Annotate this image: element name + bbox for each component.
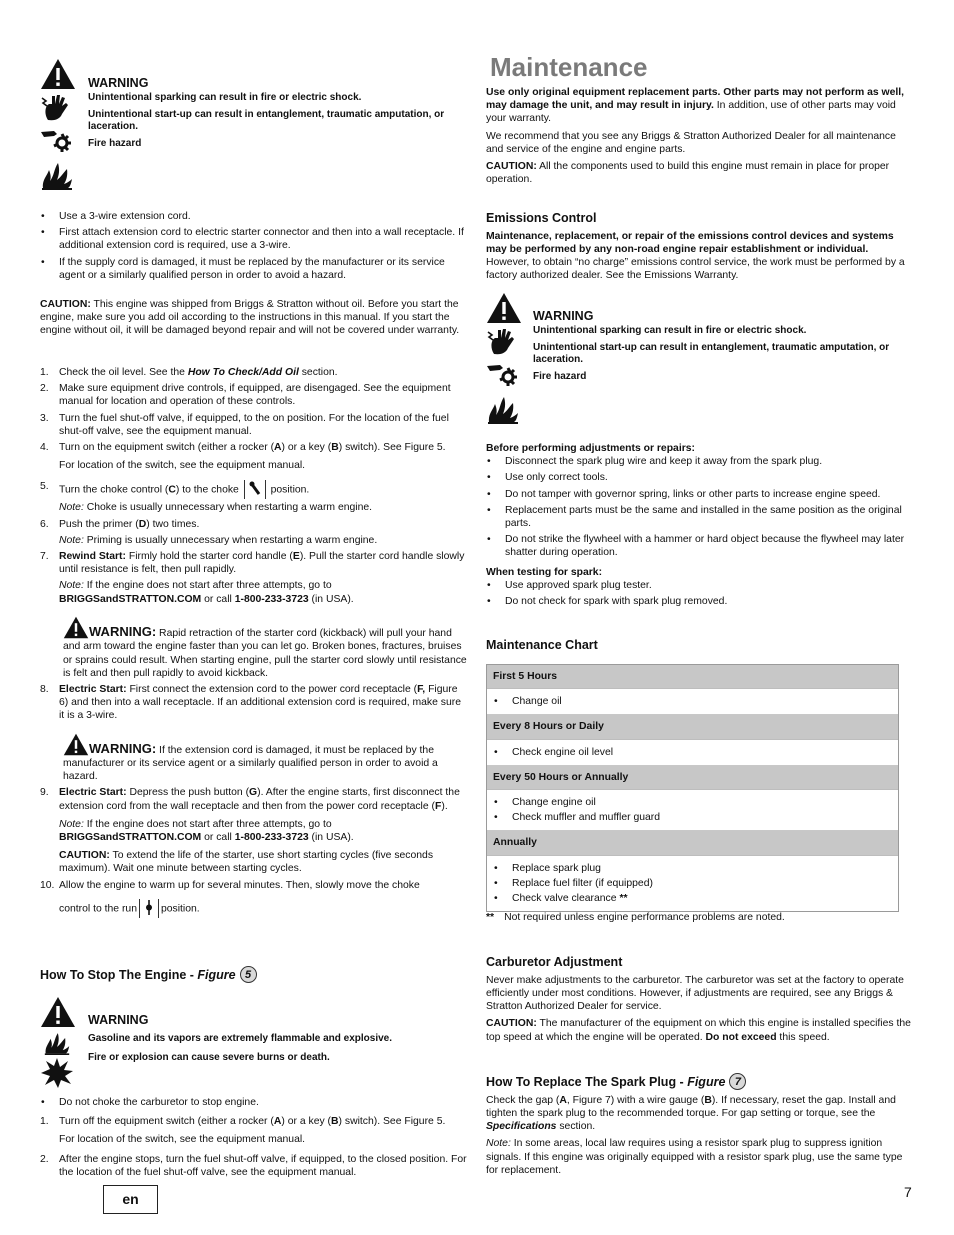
- kickback-warning: WARNING: Rapid retraction of the starter cord (kickback) will pull your hand and arm toward the engine faster than you can let go. Broken bones, fractures, bruises or sprains could result. When starting engine, pull the starter cord slowly until resistance is felt and then pull rapidly to avoid kickback.: [63, 616, 468, 680]
- stop-engine-heading: How To Stop The Engine - Figure 5: [40, 966, 468, 984]
- step-4: 4. Turn on the equipment switch (either a rocker (A) or a key (B) switch). See Figure 5. For location of the switch, see the equipment manual.: [40, 442, 446, 472]
- maintenance-chart-heading: Maintenance Chart: [486, 638, 598, 652]
- alert-triangle-icon: [486, 292, 522, 324]
- warning-line: Unintentional sparking can result in fire or electric shock.: [88, 91, 362, 103]
- chart-section-header: Every 8 Hours or Daily: [487, 715, 898, 739]
- warning-line: Fire hazard: [533, 370, 587, 382]
- extension-cord-warning: WARNING: If the extension cord is damaged, it must be replaced by the manufacturer or its service agent or a similarly qualified person in order to avoid a hazard.: [63, 733, 468, 784]
- step-5: 5. Turn the choke control (C) to the choke position. Note: Choke is usually unnecessary when restarting a warm engine.: [40, 481, 373, 514]
- caution-text: This engine was shipped from Briggs & Stratton without oil. Before you start the engine, make sure you add oil according to the instructions in this manual. If you start the engine without oil, it will be damaged beyond repair and will not be covered under warranty.: [40, 299, 460, 337]
- warning-block-2: [533, 309, 915, 388]
- alert-triangle-icon: [63, 733, 89, 756]
- electric-shock-hand-icon: [486, 326, 520, 356]
- step-9: 9. Electric Start: Depress the push button (G). After the engine starts, first disconnect the extension cord from the wall receptacle and then from the power cord receptacle (F). Note: If the engine does not start after three attempts, go to BRIGGSandSTRATTON.COM or call 1-800-233-3723 (in USA). CAUTION: To extend the life of the starter, use short starting cycles (five seconds maximum). Wait one minute between starting cycles.: [40, 787, 460, 875]
- warning-line: Unintentional sparking can result in fire or electric shock.: [533, 324, 807, 336]
- warning-line: Gasoline and its vapors are extremely flammable and explosive.: [88, 1032, 393, 1044]
- alert-triangle-icon: [63, 616, 89, 639]
- carburetor-section: Carburetor Adjustment Never make adjustments to the carburetor. The carburetor was set at the factory to operate efficiently under most conditions. However, if adjustments are required, see any Briggs & Stratton Authorized Dealer for service. CAUTION: The manufacturer of the equipment on which this engine is installed specifies the top speed at which the engine will be operated. Do not exceed this speed.: [486, 955, 914, 1044]
- choke-symbol-icon: [244, 480, 266, 499]
- list-item: • Do not tamper with governor spring, links or other parts to increase engine speed.: [486, 488, 914, 501]
- oil-section-reference: How To Check/Add Oil: [187, 367, 299, 378]
- emissions-section: Emissions Control Maintenance, replacement, or repair of the emissions control devices and systems may be performed by any non-road engine repair establishment or individual. However, to obtain “no charge” emissions control service, the work must be performed by a factory authorized dealer. See the Emissions Warranty.: [486, 211, 914, 283]
- list-item: • Change engine oil: [493, 796, 892, 809]
- warning-title: WARNING: [88, 1013, 149, 1027]
- list-item: • Check muffler and muffler guard: [493, 811, 892, 824]
- warning-icons-1: [40, 58, 80, 190]
- warning-title: WARNING: [533, 309, 594, 323]
- double-star-mark: **: [619, 893, 628, 905]
- entanglement-hazard-icon: [40, 124, 76, 156]
- fire-hazard-icon: [486, 392, 520, 424]
- list-item: • Replacement parts must be the same and installed in the same position as the original parts.: [486, 504, 914, 530]
- step-7: 7. Rewind Start: Firmly hold the starter cord handle (E). Pull the starter cord handle slowly until resistance is felt, then pull rapidly. Note: If the engine does not start after three attempts, go to BRIGGSandSTRATTON.COM or call 1-800-233-3723 (in USA). WARNING: Rapid retraction of the starter cord (kickback) will pull your hand and arm toward the engine faster than you can let go. Broken bones, fractures, bruises or sprains could result. When starting engine, pull the starter cord slowly until resistance is felt and then pull rapidly to avoid kickback.: [40, 551, 467, 679]
- stop-steps: [40, 1096, 468, 1182]
- stop-step-2: 2. After the engine stops, turn the fuel shut-off valve, if equipped, to the closed position. For the location of the fuel shut-off valve, see the equipment manual.: [40, 1153, 467, 1178]
- list-item: • Check engine oil level: [493, 746, 892, 759]
- list-item: • Disconnect the spark plug wire and keep it away from the spark plug.: [486, 455, 914, 468]
- list-item: • Change oil: [493, 695, 892, 708]
- chart-section-header: First 5 Hours: [487, 665, 898, 689]
- carburetor-heading: Carburetor Adjustment: [486, 955, 623, 969]
- extension-cord-list: [40, 210, 468, 285]
- electric-shock-hand-icon: [40, 92, 74, 122]
- list-item: • Replace spark plug: [493, 862, 892, 875]
- step-6: 6. Push the primer (D) two times. Note: Priming is usually unnecessary when restarting a warm engine.: [40, 518, 378, 546]
- entanglement-hazard-icon: [486, 358, 522, 390]
- step-3: 3. Turn the fuel shut-off valve, if equipped, to the on position. For the location of the fuel shut-off valve, see the equipment manual.: [40, 412, 449, 437]
- step-8: 8. Electric Start: First connect the extension cord to the power cord receptacle (F, Figure 6) and then into a wall receptacle. If an additional extension cord is required, make sure it is a 3-wire. WARNING: If the extension cord is damaged, it must be replaced by the manufacturer or its service agent or a similarly qualified person in order to avoid a hazard.: [40, 683, 468, 784]
- list-item: • First attach extension cord to electric starter connector and then into a wall receptacle. If additional extension cord is required, use a 3-wire.: [40, 226, 468, 252]
- fire-hazard-icon: [40, 158, 74, 190]
- chart-footnote: ** Not required unless engine performance problems are noted.: [486, 912, 785, 923]
- step-10: 10. Allow the engine to warm up for several minutes. Then, slowly move the choke control to the run position.: [40, 879, 468, 918]
- emissions-heading: Emissions Control: [486, 211, 597, 225]
- stop-step-1: 1. Turn off the equipment switch (either a rocker (A) or a key (B) switch). See Figure 5. For location of the switch, see the equipment manual.: [40, 1116, 446, 1146]
- stop-warning-block: [88, 1013, 468, 1068]
- chart-section-header: Annually: [487, 831, 898, 855]
- warning-icons-2: [486, 292, 526, 424]
- explosion-hazard-icon: [40, 1057, 74, 1089]
- maintenance-chart: [486, 664, 899, 912]
- list-item: • If the supply cord is damaged, it must be replaced by the manufacturer or its service agent or a similarly qualified person in order to avoid a hazard.: [40, 256, 468, 282]
- alert-triangle-icon: [40, 996, 76, 1028]
- warning-block-1: [88, 76, 468, 155]
- list-item: • Use approved spark plug tester.: [486, 579, 914, 592]
- maintenance-intro: Use only original equipment replacement parts. Other parts may not perform as well, may damage the unit, and may result in injury. In addition, use of other parts may void your warranty. We recommend that you see any Briggs & Stratton Authorized Dealer for all maintenance and service of the engine and engine parts. CAUTION: All the components used to build this engine must remain in place for proper operation.: [486, 87, 905, 186]
- step-2: 2. Make sure equipment drive controls, if equipped, are disengaged. See the equipment manual for location and operation of these controls.: [40, 383, 451, 408]
- list-item: • Do not strike the flywheel with a hammer or hard object because the flywheel may later shatter during operation.: [486, 533, 914, 559]
- oil-caution: [40, 298, 468, 338]
- list-item: • Do not choke the carburetor to stop engine.: [40, 1096, 468, 1109]
- figure-5-badge: 5: [240, 966, 257, 983]
- warning-line: Unintentional start-up can result in entanglement, traumatic amputation, or laceration.: [88, 108, 445, 133]
- page-number: 7: [904, 1184, 912, 1200]
- alert-triangle-icon: [40, 58, 76, 90]
- testing-heading: When testing for spark:: [486, 567, 603, 578]
- warning-line: Unintentional start-up can result in entanglement, traumatic amputation, or laceration.: [533, 341, 890, 366]
- step-1: 1. Check the oil level. See the How To Check/Add Oil section.: [40, 367, 338, 378]
- warning-line: Fire hazard: [88, 137, 142, 149]
- figure-7-badge: 7: [729, 1073, 746, 1090]
- starting-steps: [40, 366, 468, 921]
- fire-hazard-icon: [40, 1029, 74, 1055]
- spark-plug-section: How To Replace The Spark Plug - Figure 7 Check the gap (A, Figure 7) with a wire gauge (B). If necessary, reset the gap. Install and tighten the spark plug to the recommended torque. For gap setting or torque, see the Specifications section. Note: In some areas, local law requires using a resistor spark plug to suppress ignition signals. If this engine was originally equipped with a resistor spark plug, use the same type for replacement.: [486, 1075, 903, 1176]
- list-item: • Use only correct tools.: [486, 471, 914, 484]
- before-heading: Before performing adjustments or repairs:: [486, 443, 696, 454]
- caution-label: CAUTION:: [40, 299, 91, 310]
- page-title: Maintenance: [490, 52, 648, 82]
- run-symbol-icon: [139, 899, 159, 918]
- list-item: • Check valve clearance **: [493, 892, 892, 905]
- chart-section-header: Every 50 Hours or Annually: [487, 766, 898, 790]
- spark-testing: [486, 566, 914, 612]
- before-repairs: [486, 442, 914, 563]
- list-item: • Do not check for spark with spark plug removed.: [486, 595, 914, 608]
- warning-line: Fire or explosion can cause severe burns or death.: [88, 1051, 330, 1063]
- warning-title: WARNING: [88, 76, 149, 90]
- list-item: • Replace fuel filter (if equipped): [493, 877, 892, 890]
- warning-icons-stop: [40, 996, 80, 1089]
- list-item: • Use a 3-wire extension cord.: [40, 210, 468, 223]
- language-tab: en: [103, 1185, 158, 1214]
